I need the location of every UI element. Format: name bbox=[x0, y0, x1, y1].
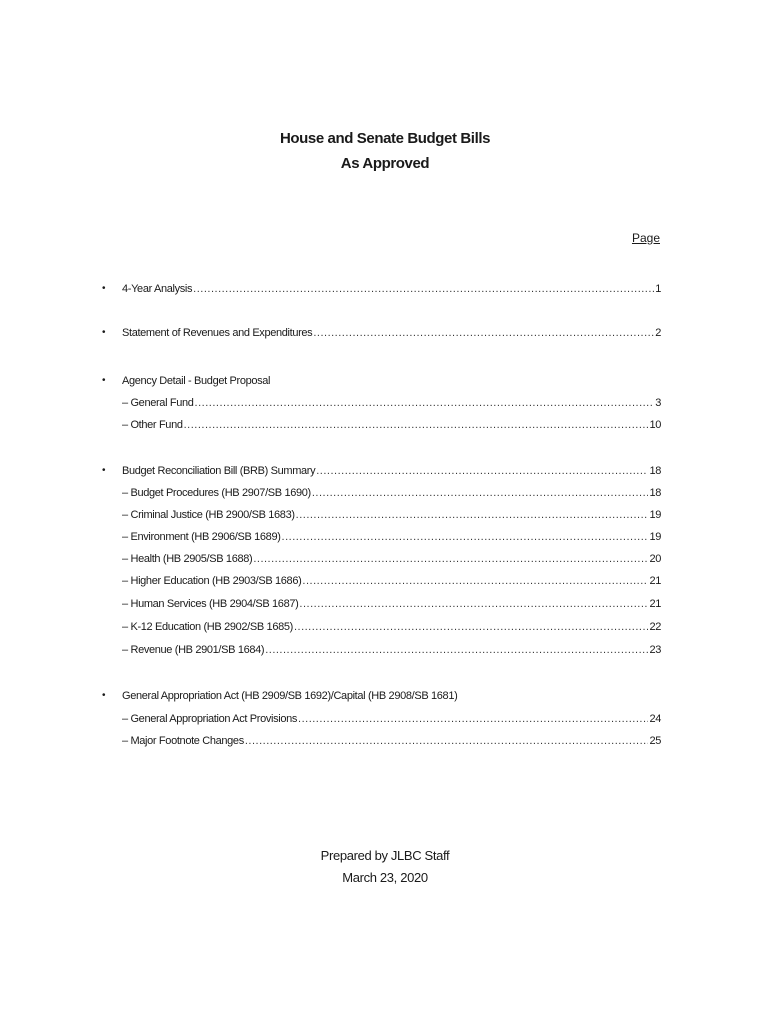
toc-entry-brb-summary[interactable] bbox=[122, 460, 661, 482]
toc-entry-label: – Health (HB 2905/SB 1688) bbox=[122, 553, 253, 565]
toc-entry-label: – Other Fund bbox=[122, 419, 183, 431]
dot-leader bbox=[302, 570, 648, 592]
toc-entry-page: 25 bbox=[649, 735, 661, 747]
toc-entry-label: – Budget Procedures (HB 2907/SB 1690) bbox=[122, 487, 311, 499]
prepared-by: Prepared by JLBC Staff bbox=[320, 848, 450, 863]
dot-leader bbox=[253, 548, 648, 570]
toc-entry-label: – Human Services (HB 2904/SB 1687) bbox=[122, 598, 299, 610]
toc-entry-health[interactable] bbox=[122, 548, 661, 570]
document-footer bbox=[0, 845, 770, 889]
toc-entry-label: Budget Reconciliation Bill (BRB) Summary bbox=[122, 465, 316, 477]
toc-entry-environment[interactable] bbox=[122, 526, 661, 548]
toc-entry-four-year-analysis[interactable] bbox=[122, 278, 661, 300]
toc-entry-label: – K-12 Education (HB 2902/SB 1685) bbox=[122, 621, 293, 633]
bullet-icon: • bbox=[102, 465, 106, 476]
toc-entry-budget-procedures[interactable] bbox=[122, 482, 661, 504]
bullet-icon: • bbox=[102, 283, 106, 294]
toc-entry-page: 10 bbox=[649, 419, 661, 431]
toc-heading-agency-detail: Agency Detail - Budget Proposal bbox=[122, 375, 271, 387]
bullet-icon: • bbox=[102, 690, 106, 701]
title-line-2: As Approved bbox=[340, 155, 430, 172]
toc-entry-page: 18 bbox=[649, 465, 661, 477]
dot-leader bbox=[313, 322, 654, 344]
dot-leader bbox=[282, 526, 649, 548]
dot-leader bbox=[184, 414, 649, 436]
toc-entry-other-fund[interactable] bbox=[122, 414, 661, 436]
toc-entry-label: – Environment (HB 2906/SB 1689) bbox=[122, 531, 281, 543]
dot-leader bbox=[294, 616, 649, 638]
toc-entry-major-footnote-changes[interactable] bbox=[122, 730, 661, 752]
toc-entry-criminal-justice[interactable] bbox=[122, 504, 661, 526]
toc-entry-label: – General Appropriation Act Provisions bbox=[122, 713, 298, 725]
dot-leader bbox=[296, 504, 649, 526]
toc-entry-label: – Higher Education (HB 2903/SB 1686) bbox=[122, 575, 302, 587]
toc-entry-page: 21 bbox=[649, 598, 661, 610]
dot-leader bbox=[316, 460, 648, 482]
toc-entry-page: 21 bbox=[649, 575, 661, 587]
toc-entry-revenue[interactable] bbox=[122, 639, 661, 661]
page-column-header: Page bbox=[631, 231, 660, 245]
toc-entry-higher-education[interactable] bbox=[122, 570, 661, 592]
document-date: March 23, 2020 bbox=[342, 870, 428, 885]
toc-entry-label: – General Fund bbox=[122, 397, 194, 409]
title-line-1: House and Senate Budget Bills bbox=[279, 130, 491, 147]
toc-heading-general-appropriation-act: General Appropriation Act (HB 2909/SB 1692)/Capital (HB 2908/SB 1681) bbox=[122, 690, 458, 702]
toc-entry-page: 19 bbox=[649, 509, 661, 521]
bullet-icon: • bbox=[102, 327, 106, 338]
toc-entry-label: – Revenue (HB 2901/SB 1684) bbox=[122, 644, 265, 656]
toc-entry-label: – Criminal Justice (HB 2900/SB 1683) bbox=[122, 509, 295, 521]
toc-entry-page: 18 bbox=[649, 487, 661, 499]
toc-entry-page: 2 bbox=[655, 327, 661, 339]
toc-entry-gaa-provisions[interactable] bbox=[122, 708, 661, 730]
toc-entry-human-services[interactable] bbox=[122, 593, 661, 615]
dot-leader bbox=[265, 639, 648, 661]
toc-entry-page: 3 bbox=[655, 397, 661, 409]
bullet-icon: • bbox=[102, 375, 106, 386]
toc-entry-general-fund[interactable] bbox=[122, 392, 661, 414]
toc-entry-label: 4-Year Analysis bbox=[122, 283, 193, 295]
dot-leader bbox=[193, 278, 654, 300]
toc-entry-page: 24 bbox=[649, 713, 661, 725]
dot-leader bbox=[298, 708, 648, 730]
toc-entry-page: 20 bbox=[649, 553, 661, 565]
toc-entry-k12-education[interactable] bbox=[122, 616, 661, 638]
toc-entry-page: 22 bbox=[649, 621, 661, 633]
dot-leader bbox=[245, 730, 649, 752]
dot-leader bbox=[195, 392, 655, 414]
toc-entry-page: 23 bbox=[649, 644, 661, 656]
toc-entry-page: 19 bbox=[649, 531, 661, 543]
toc-entry-label: – Major Footnote Changes bbox=[122, 735, 244, 747]
toc-entry-page: 1 bbox=[655, 283, 661, 295]
dot-leader bbox=[299, 593, 648, 615]
toc-entry-label: Statement of Revenues and Expenditures bbox=[122, 327, 313, 339]
dot-leader bbox=[312, 482, 649, 504]
toc-entry-statement[interactable] bbox=[122, 322, 661, 344]
